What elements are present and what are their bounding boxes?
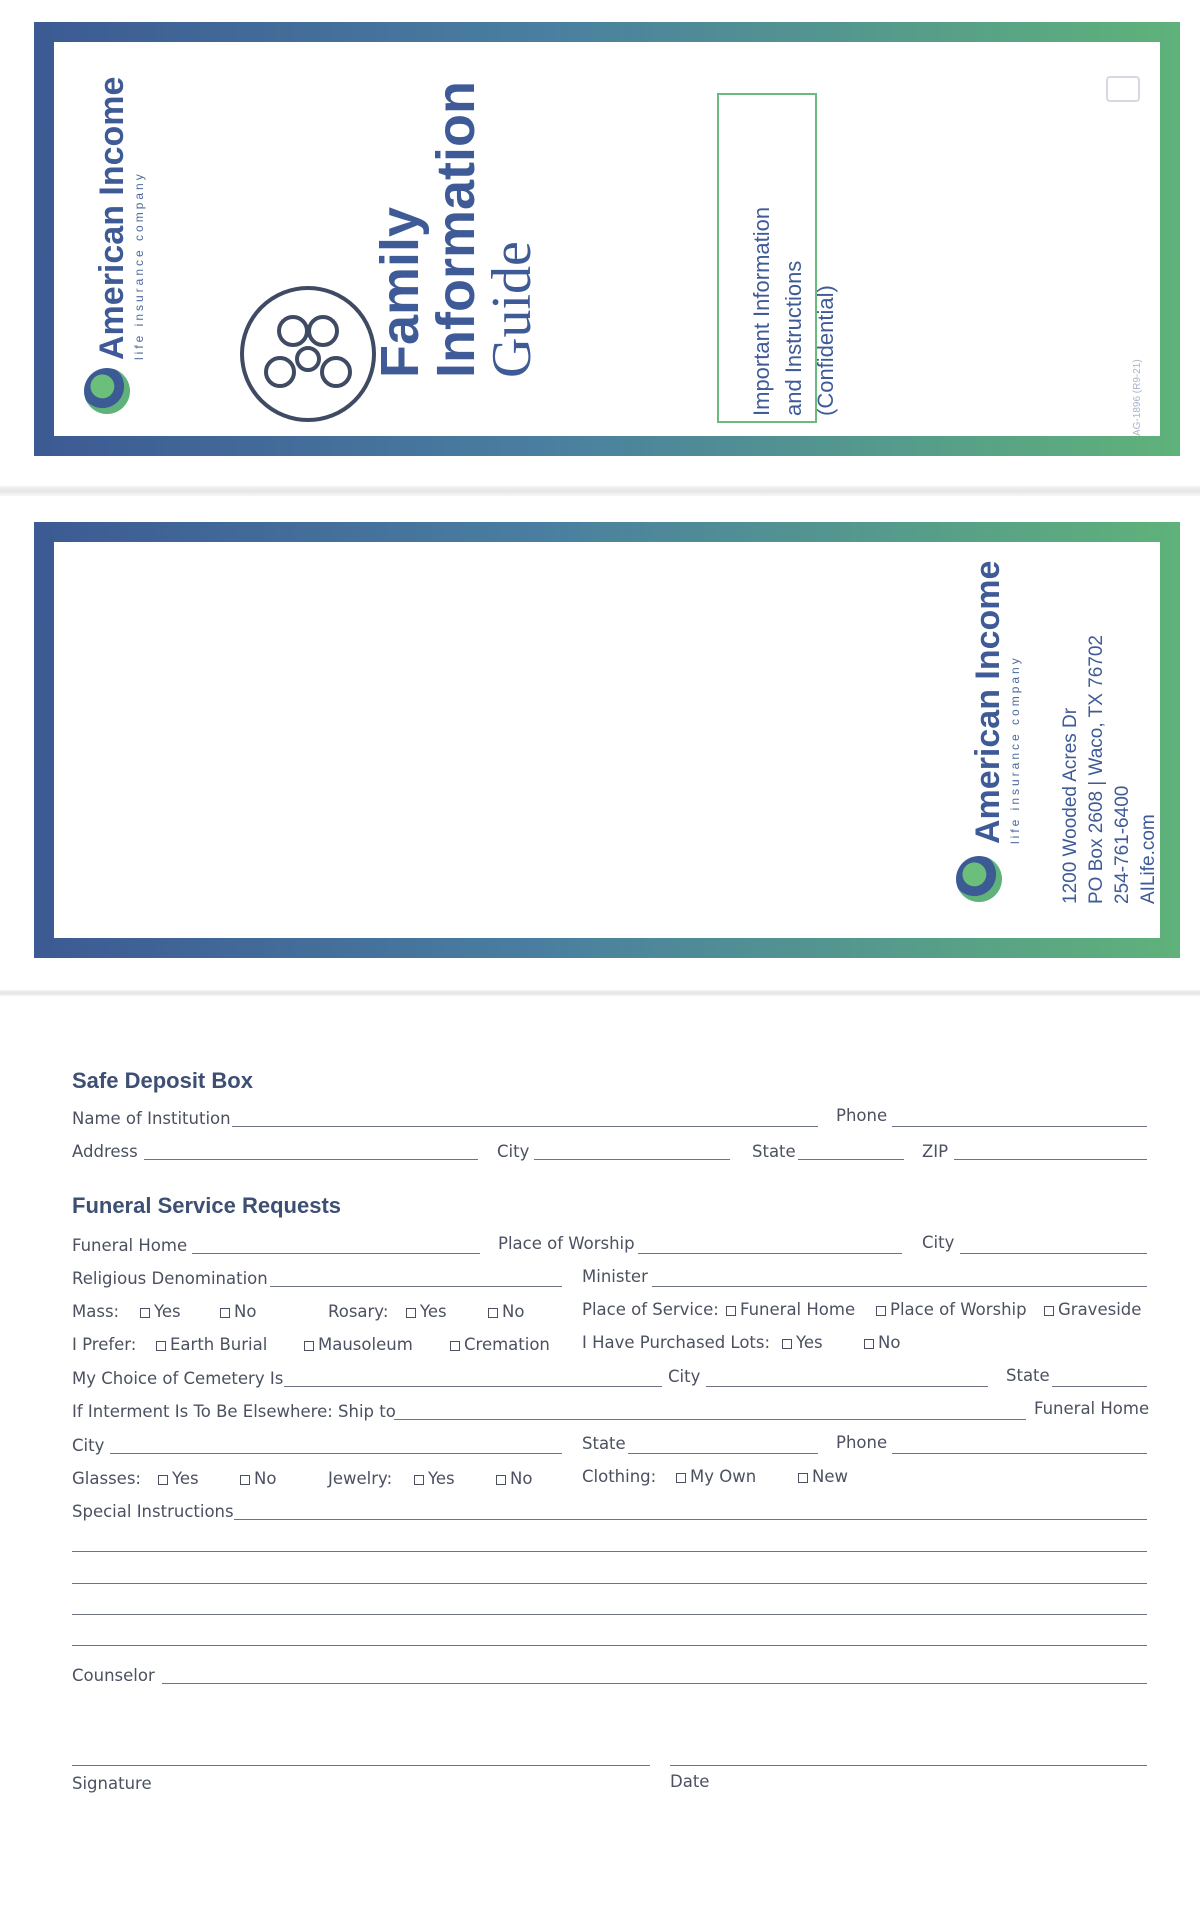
jewelry-no-checkbox[interactable] [496, 1475, 506, 1485]
interment-field[interactable] [394, 1419, 1026, 1420]
lots-yes-option[interactable] [782, 1333, 823, 1352]
rosary-no-checkbox[interactable] [488, 1308, 498, 1318]
institution-row [72, 1106, 1147, 1133]
cremation-option[interactable] [450, 1335, 550, 1354]
clothing-my-own-checkbox[interactable] [676, 1473, 686, 1483]
sd-zip-field[interactable] [954, 1159, 1147, 1160]
funeral-title: Funeral Service Requests [72, 1193, 342, 1218]
cover-brand-sub: life insurance company [132, 171, 146, 360]
cover-brand-block [94, 77, 148, 360]
funeral-home-row [72, 1233, 1147, 1260]
jewelry-no-option[interactable] [496, 1469, 532, 1488]
cemetery-state-field[interactable] [1052, 1386, 1147, 1387]
title-information: Information [426, 81, 486, 378]
sd-zip-label: ZIP [922, 1142, 949, 1161]
lots-no-option[interactable] [864, 1333, 900, 1352]
sd-phone-field[interactable] [892, 1126, 1147, 1127]
denomination-row [72, 1269, 1147, 1293]
mass-no-option[interactable] [220, 1302, 256, 1321]
glasses-label: Glasses: [72, 1469, 141, 1488]
mass-no-label: No [234, 1302, 257, 1321]
jewelry-yes-checkbox[interactable] [414, 1475, 424, 1485]
rosary-no-label: No [502, 1302, 525, 1321]
important-line2: and Instructions [781, 260, 806, 416]
important-line1: Important Information [749, 206, 774, 416]
interment-funeral-home-label: Funeral Home [1034, 1399, 1150, 1418]
lots-no-checkbox[interactable] [864, 1339, 874, 1349]
place-of-worship-field[interactable] [638, 1253, 902, 1254]
date-label: Date [670, 1772, 710, 1791]
cemetery-city-field[interactable] [706, 1386, 988, 1387]
cover-brand-name: American Income [93, 76, 131, 360]
family-icon [238, 284, 378, 424]
jewelry-yes-option[interactable] [414, 1469, 455, 1488]
clothing-new-option[interactable] [798, 1467, 848, 1486]
counselor-field[interactable] [162, 1683, 1147, 1684]
denomination-label: Religious Denomination [72, 1269, 268, 1288]
address-line2: PO Box 2608 | Waco, TX 76702 [1086, 635, 1107, 904]
address-line4: AILife.com [1138, 814, 1159, 904]
interment-phone-label: Phone [836, 1433, 888, 1452]
mass-label: Mass: [72, 1302, 120, 1321]
glasses-no-checkbox[interactable] [240, 1475, 250, 1485]
fold-line [0, 486, 1200, 496]
funeral-home-label: Funeral Home [72, 1236, 188, 1255]
rosary-yes-label: Yes [420, 1302, 447, 1321]
cemetery-city-label: City [668, 1367, 701, 1386]
clothing-my-own-label: My Own [690, 1467, 757, 1486]
rosary-no-option[interactable] [488, 1302, 524, 1321]
clothing-new-label: New [812, 1467, 848, 1486]
glasses-yes-option[interactable] [158, 1469, 199, 1488]
rosary-yes-option[interactable] [406, 1302, 447, 1321]
important-text-block [746, 207, 842, 416]
special-instructions-row [72, 1502, 1147, 1526]
place-of-worship-label: Place of Worship [498, 1234, 635, 1253]
sd-address-field[interactable] [144, 1159, 478, 1160]
date-field[interactable] [670, 1765, 1147, 1766]
pos-place-of-worship-option[interactable] [876, 1300, 1027, 1319]
cemetery-field[interactable] [284, 1386, 662, 1387]
sd-address-label: Address [72, 1142, 138, 1161]
fh-city-label: City [922, 1233, 955, 1252]
clothing-my-own-option[interactable] [676, 1467, 756, 1486]
safe-deposit-title: Safe Deposit Box [72, 1068, 253, 1093]
interment-state-label: State [582, 1434, 626, 1453]
globe-logo-icon-back [956, 856, 1002, 902]
interment-city-row [72, 1433, 1147, 1460]
mausoleum-checkbox[interactable] [304, 1341, 314, 1351]
interment-phone-field[interactable] [892, 1453, 1147, 1454]
pos-place-of-worship-checkbox[interactable] [876, 1306, 886, 1316]
minister-field[interactable] [652, 1286, 1147, 1287]
cemetery-state-label: State [1006, 1366, 1050, 1385]
mass-no-checkbox[interactable] [220, 1308, 230, 1318]
interment-city-label: City [72, 1436, 105, 1455]
title-family: Family [370, 206, 430, 378]
counselor-label: Counselor [72, 1666, 155, 1685]
pos-graveside-label: Graveside [1058, 1300, 1142, 1319]
mass-yes-label: Yes [154, 1302, 181, 1321]
glasses-row [72, 1469, 1147, 1493]
glasses-yes-label: Yes [172, 1469, 199, 1488]
mausoleum-option[interactable] [304, 1335, 413, 1354]
sd-city-label: City [497, 1142, 530, 1161]
pos-funeral-home-label: Funeral Home [740, 1300, 856, 1319]
cemetery-row [72, 1366, 1147, 1393]
signature-field[interactable] [72, 1765, 650, 1766]
pos-funeral-home-option[interactable] [726, 1300, 855, 1319]
address-line1: 1200 Wooded Acres Dr [1060, 707, 1081, 904]
title-guide: Guide [481, 241, 543, 378]
glasses-yes-checkbox[interactable] [158, 1475, 168, 1485]
denomination-field[interactable] [270, 1286, 562, 1287]
clothing-new-checkbox[interactable] [798, 1473, 808, 1483]
sd-state-label: State [752, 1142, 796, 1161]
jewelry-no-label: No [510, 1469, 533, 1488]
cover-panel [34, 22, 1180, 456]
fold-line-2 [0, 990, 1200, 996]
sd-city-field[interactable] [534, 1159, 730, 1160]
interment-row [72, 1399, 1150, 1426]
rosary-label: Rosary: [328, 1302, 389, 1321]
address-line3: 254-761-6400 [1112, 785, 1133, 904]
sd-state-field[interactable] [798, 1159, 904, 1160]
cremation-label: Cremation [464, 1335, 550, 1354]
clothing-label: Clothing: [582, 1467, 657, 1486]
special-instructions-line-5[interactable] [72, 1645, 1147, 1646]
minister-label: Minister [582, 1267, 648, 1286]
special-instructions-line-2[interactable] [72, 1551, 1147, 1552]
earth-burial-checkbox[interactable] [156, 1341, 166, 1351]
fh-city-field[interactable] [960, 1253, 1147, 1254]
interment-state-field[interactable] [628, 1453, 818, 1454]
mausoleum-label: Mausoleum [318, 1335, 413, 1354]
special-instructions-line-4[interactable] [72, 1614, 1147, 1615]
sd-address-row [72, 1142, 1147, 1166]
mass-row [72, 1302, 1147, 1326]
lots-yes-checkbox[interactable] [782, 1339, 792, 1349]
pos-graveside-option[interactable] [1044, 1300, 1141, 1319]
purchased-lots-label: I Have Purchased Lots: [582, 1333, 771, 1352]
prefer-label: I Prefer: [72, 1335, 137, 1354]
funeral-home-field[interactable] [192, 1253, 480, 1254]
mass-yes-option[interactable] [140, 1302, 181, 1321]
back-address-block [1058, 635, 1162, 904]
glasses-no-option[interactable] [240, 1469, 276, 1488]
pos-place-of-worship-label: Place of Worship [890, 1300, 1027, 1319]
back-brand-name: American Income [969, 560, 1007, 844]
cover-inner [54, 42, 1160, 436]
institution-field[interactable] [232, 1126, 818, 1127]
lots-no-label: No [878, 1333, 901, 1352]
earth-burial-label: Earth Burial [170, 1335, 268, 1354]
cover-title-block [370, 81, 543, 378]
special-instructions-line-3[interactable] [72, 1583, 1147, 1584]
mass-yes-checkbox[interactable] [140, 1308, 150, 1318]
sd-phone-label: Phone [836, 1106, 888, 1125]
interment-city-field[interactable] [110, 1453, 562, 1454]
globe-logo-icon [84, 368, 130, 414]
earth-burial-option[interactable] [156, 1335, 267, 1354]
counselor-row [72, 1666, 1147, 1690]
signature-label: Signature [72, 1774, 152, 1793]
prefer-row [72, 1335, 1147, 1359]
rosary-yes-checkbox[interactable] [406, 1308, 416, 1318]
institution-label: Name of Institution [72, 1109, 231, 1128]
cremation-checkbox[interactable] [450, 1341, 460, 1351]
form-code: AG-1896 (R9-21) [1132, 359, 1143, 436]
lots-yes-label: Yes [796, 1333, 823, 1352]
back-brand-block [970, 561, 1024, 844]
pos-graveside-checkbox[interactable] [1044, 1306, 1054, 1316]
back-brand-sub: life insurance company [1008, 655, 1022, 844]
glasses-no-label: No [254, 1469, 277, 1488]
jewelry-label: Jewelry: [328, 1469, 393, 1488]
jewelry-yes-label: Yes [428, 1469, 455, 1488]
corner-mark-icon [1106, 76, 1140, 102]
important-line3: (Confidential) [813, 285, 838, 416]
special-instructions-field[interactable] [234, 1519, 1147, 1520]
special-instructions-label: Special Instructions [72, 1502, 234, 1521]
back-inner [54, 542, 1160, 938]
place-of-service-label: Place of Service: [582, 1300, 719, 1319]
interment-label: If Interment Is To Be Elsewhere: Ship to [72, 1402, 396, 1421]
pos-funeral-home-checkbox[interactable] [726, 1306, 736, 1316]
cemetery-label: My Choice of Cemetery Is [72, 1369, 284, 1388]
back-panel [34, 522, 1180, 958]
